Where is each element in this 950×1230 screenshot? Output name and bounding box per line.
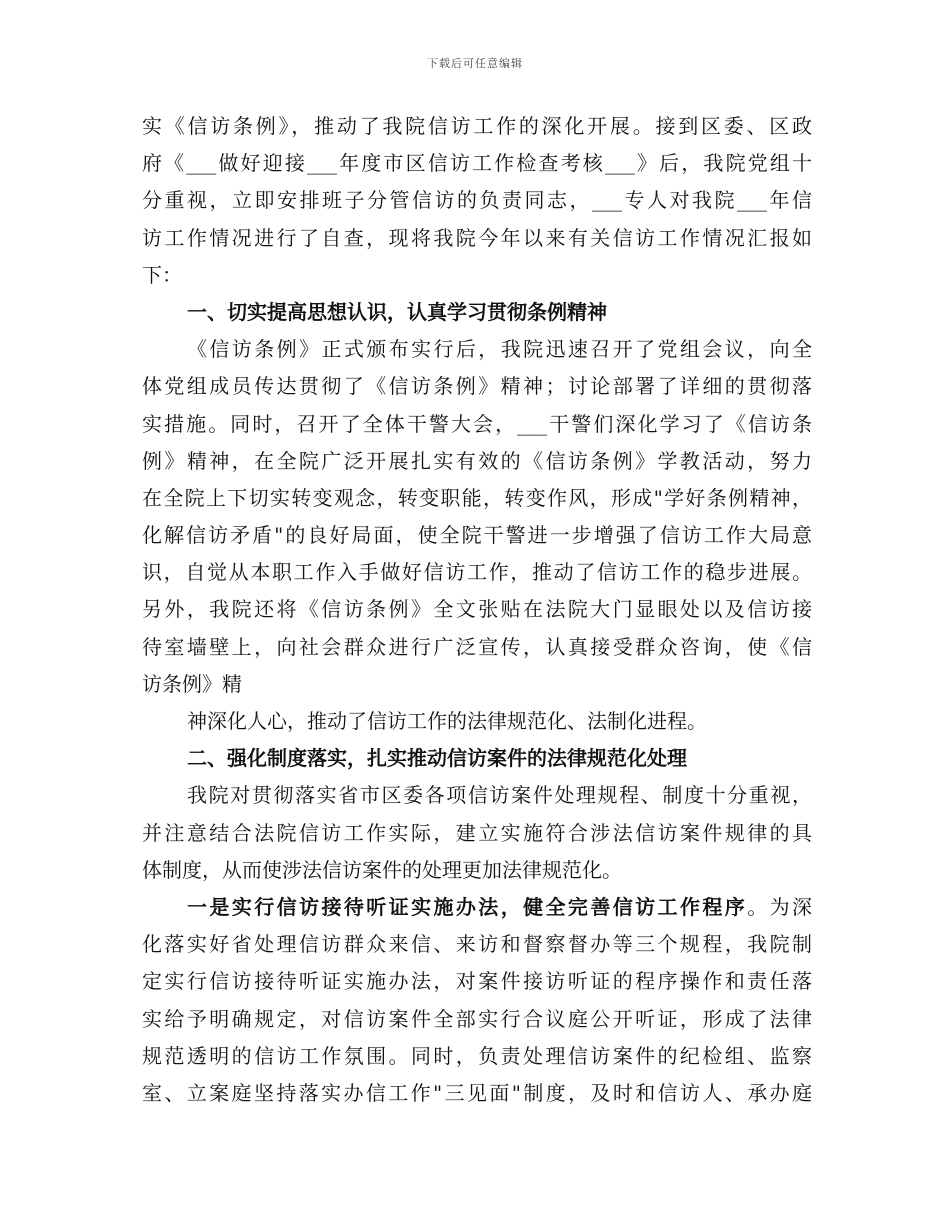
paragraph-line: 实《信访条例》，推动了我院信访工作的深化开展。接到区委、区政 [142, 114, 812, 138]
paragraph-line: 化落实好省处理信访群众来信、来访和督察督办等三个规程，我院制 [142, 932, 812, 957]
paragraph-line: 例》精神，在全院广泛开展扎实有效的《信访条例》学教活动，努力 [142, 448, 812, 473]
paragraph-line: 体制度，从而使涉法信访案件的处理更加法律规范化。 [142, 857, 622, 882]
paragraph-text: 。为深 [747, 894, 812, 919]
paragraph-line: 另外，我院还将《信访条例》全文张贴在法院大门显眼处以及信访接 [142, 597, 812, 622]
section-heading: 一、切实提高思想认识，认真学习贯彻条例精神 [187, 299, 607, 324]
paragraph-line: 识，自觉从本职工作入手做好信访工作，推动了信访工作的稳步进展。 [142, 560, 812, 585]
paragraph-line: 分重视，立即安排班子分管信访的负责同志，___专人对我院___年信 [142, 188, 812, 213]
paragraph-line: 神深化人心，推动了信访工作的法律规范化、法制化进程。 [187, 709, 707, 733]
paragraph-line: 访条例》精 [142, 671, 242, 696]
paragraph-line [142, 889, 812, 926]
paragraph-line: 访工作情况进行了自查，现将我院今年以来有关信访工作情况汇报如 [142, 225, 812, 250]
paragraph-line: 《信访条例》正式颁布实行后，我院迅速召开了党组会议，向全 [187, 337, 812, 362]
paragraph-line: 实措施。同时，召开了全体干警大会，___干警们深化学习了《信访条 [142, 411, 812, 436]
paragraph-line: 体党组成员传达贯彻了《信访条例》精神；讨论部署了详细的贯彻落 [142, 374, 812, 399]
paragraph-line: 待室墙壁上，向社会群众进行广泛宣传，认真接受群众咨询，使《信 [142, 634, 812, 659]
page-header: 下载后可任意编辑 [427, 57, 523, 70]
paragraph-line: 室、立案庭坚持落实办信工作"三见面"制度，及时和信访人、承办庭 [142, 1080, 812, 1105]
paragraph-line: 化解信访矛盾"的良好局面，使全院干警进一步增强了信访工作大局意 [142, 523, 812, 548]
paragraph-line: 规范透明的信访工作氛围。同时，负责处理信访案件的纪检组、监察 [142, 1043, 812, 1068]
paragraph-line: 下： [142, 262, 182, 287]
paragraph-line: 并注意结合法院信访工作实际，建立实施符合涉法信访案件规律的具 [142, 820, 812, 845]
paragraph-line: 在全院上下切实转变观念，转变职能，转变作风，形成"学好条例精神， [142, 485, 812, 510]
bold-lead-phrase: 一是实行信访接待听证实施办法，健全完善信访工作程序 [187, 894, 748, 919]
paragraph-line: 我院对贯彻落实省市区委各项信访案件处理规程、制度十分重视， [187, 783, 812, 808]
paragraph-line: 定实行信访接待听证实施办法，对案件接访听证的程序操作和责任落 [142, 969, 812, 994]
paragraph-line: 实给予明确规定，对信访案件全部实行合议庭公开听证，形成了法律 [142, 1006, 812, 1031]
document-body [142, 108, 812, 1112]
section-heading: 二、强化制度落实，扎实推动信访案件的法律规范化处理 [187, 746, 687, 771]
paragraph-line: 府《___做好迎接___年度市区信访工作检查考核___》后，我院党组十 [142, 151, 812, 176]
